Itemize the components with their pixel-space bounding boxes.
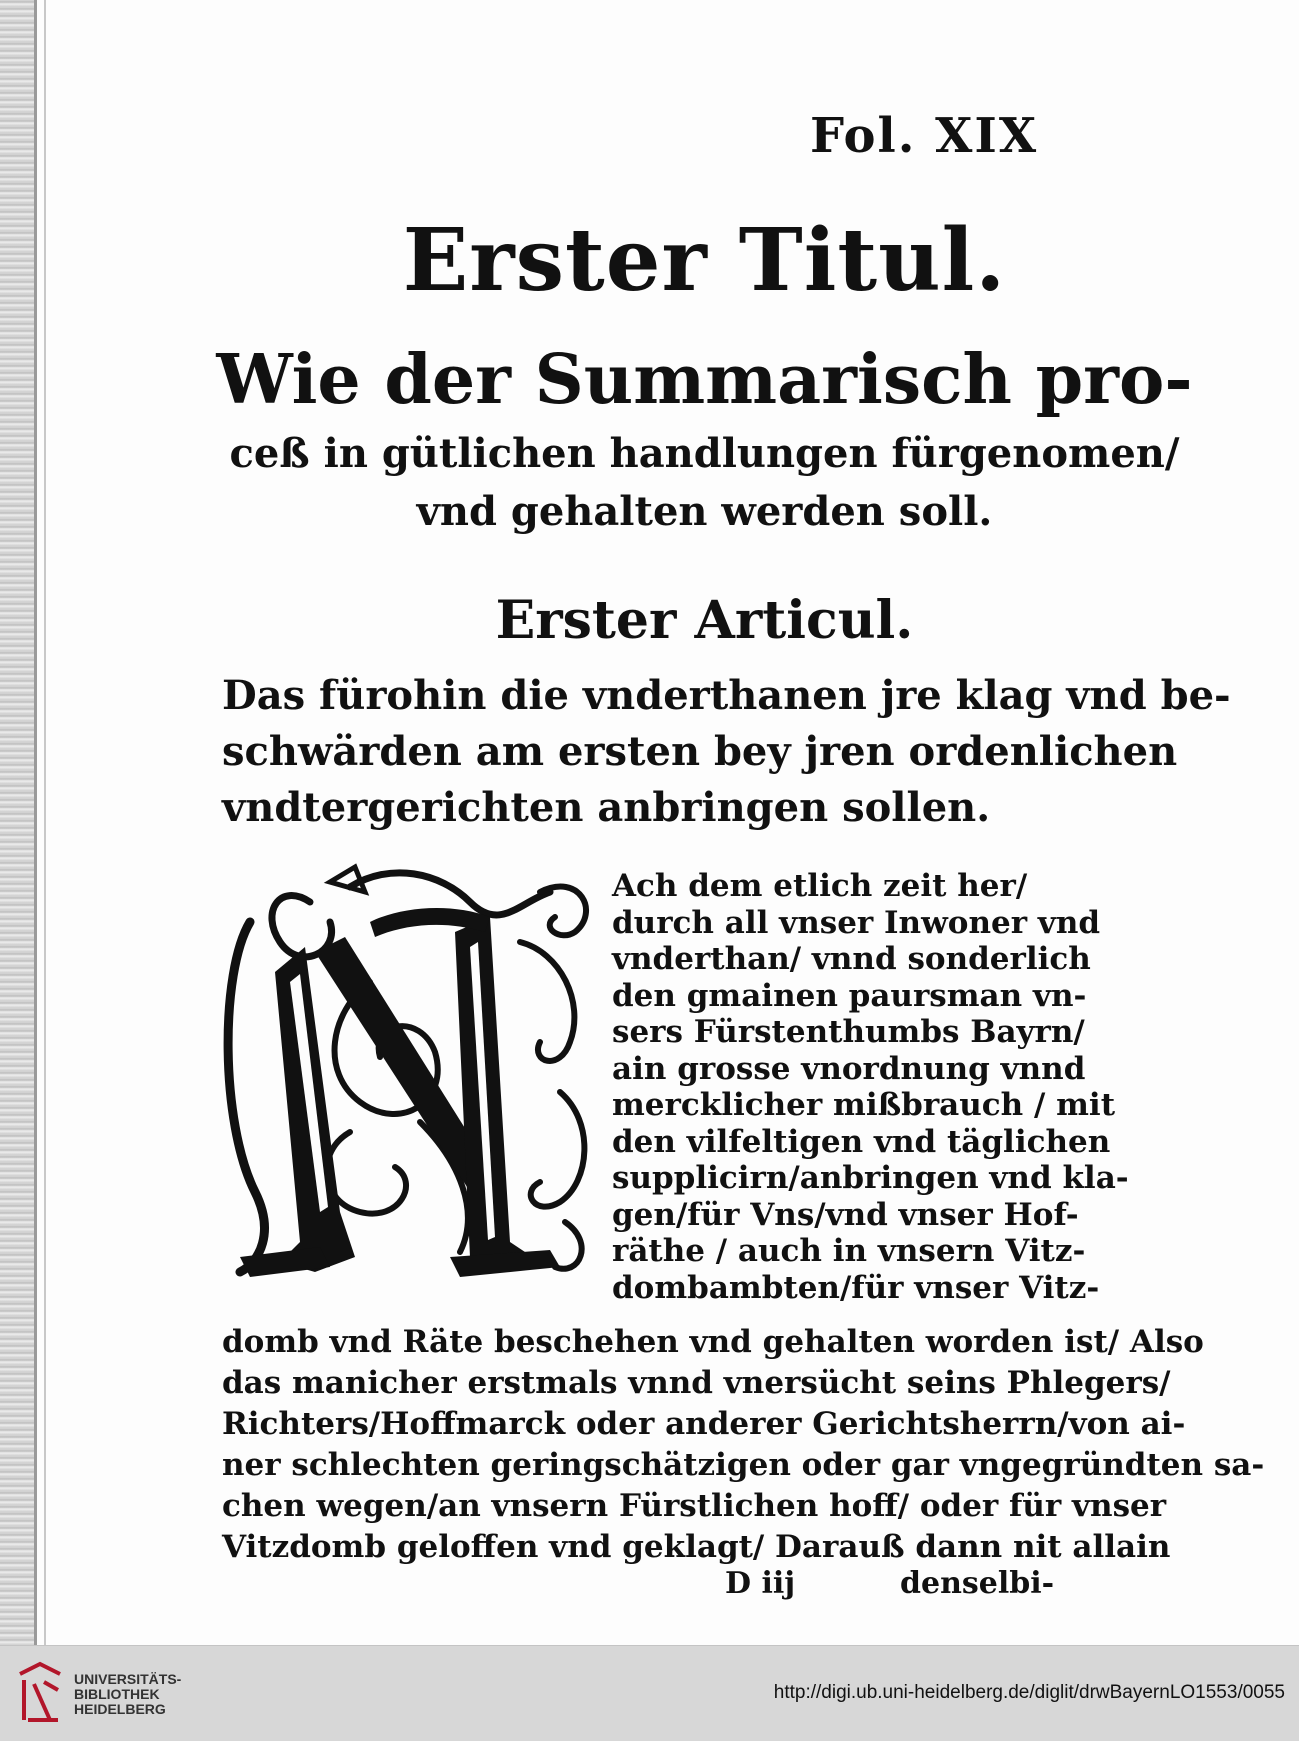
text-line: Richters/Hoffmarck oder anderer Gerichtsherrn/von ai-: [222, 1406, 1186, 1442]
text-line: durch all vnser Inwoner vnd: [612, 904, 1101, 941]
text-line: das manicher erstmals vnnd vnersücht seins Phlegers/: [222, 1365, 1171, 1401]
signature-mark: D iij: [725, 1566, 796, 1601]
library-name: [74, 1672, 181, 1717]
text-line: räthe / auch in vnsern Vitz-: [612, 1233, 1086, 1269]
text-line: Vitzdomb geloffen vnd geklagt/ Darauß dann nit allain: [222, 1529, 1171, 1565]
summary-line: vndtergerichten anbringen sollen.: [222, 784, 991, 831]
viewer-footer: [0, 1645, 1299, 1741]
text-line: vnderthan/ vnnd sonderlich: [612, 941, 1091, 977]
text-line: sers Fürstenthumbs Bayrn/: [612, 1014, 1085, 1050]
title-line-4: vnd gehalten werden soll.: [416, 488, 993, 535]
folio-number: Fol. XIX: [810, 108, 1039, 164]
body-text-full-width: [222, 1322, 1264, 1568]
library-name-line: UNIVERSITÄTS-: [74, 1671, 182, 1687]
text-line: gen/für Vns/vnd vnser Hof-: [612, 1196, 1079, 1233]
article-heading: Erster Articul.: [495, 590, 914, 651]
text-line: chen wegen/an vnsern Fürstlichen hoff/ oder für vnser: [222, 1488, 1167, 1524]
text-line: den vilfeltigen vnd täglichen: [612, 1123, 1111, 1160]
permalink-url[interactable]: http://digi.ub.uni-heidelberg.de/diglit/drwBayernLO1553/0055: [773, 1682, 1285, 1703]
library-name-line: BIBLIOTHEK: [74, 1686, 160, 1702]
book-binding-edge: [0, 0, 37, 1645]
university-library-logo-icon[interactable]: [14, 1660, 66, 1728]
summary-line: Das fürohin die vnderthanen jre klag vnd be-: [222, 672, 1231, 719]
text-line: mercklicher mißbrauch / mit: [612, 1087, 1116, 1123]
library-name-line: HEIDELBERG: [74, 1701, 166, 1717]
catchword: denselbi-: [900, 1566, 1055, 1601]
binding-shadow-line: [44, 0, 46, 1645]
summary-line: schwärden am ersten bey jren ordenlichen: [222, 728, 1178, 775]
text-line: ain grosse vnordnung vnnd: [612, 1050, 1086, 1087]
text-line: supplicirn/anbringen vnd kla-: [612, 1160, 1129, 1196]
text-line: dombambten/für vnser Vitz-: [612, 1269, 1100, 1306]
body-text-beside-initial: [612, 868, 1129, 1306]
title-line-1: Erster Titul.: [402, 210, 1007, 311]
title-line-3: ceß in gütlichen handlungen fürgenomen/: [229, 430, 1180, 477]
text-line: ner schlechten geringschätzigen oder gar vngegründten sa-: [222, 1447, 1265, 1483]
text-line: Ach dem etlich zeit her/: [612, 868, 1028, 904]
title-line-2: Wie der Summarisch pro-: [216, 340, 1193, 420]
article-summary: [222, 668, 1231, 836]
text-line: domb vnd Räte beschehen vnd gehalten worden ist/ Also: [222, 1324, 1204, 1360]
decorated-initial-n: [220, 862, 605, 1287]
text-line: den gmainen paursman vn-: [612, 977, 1087, 1014]
